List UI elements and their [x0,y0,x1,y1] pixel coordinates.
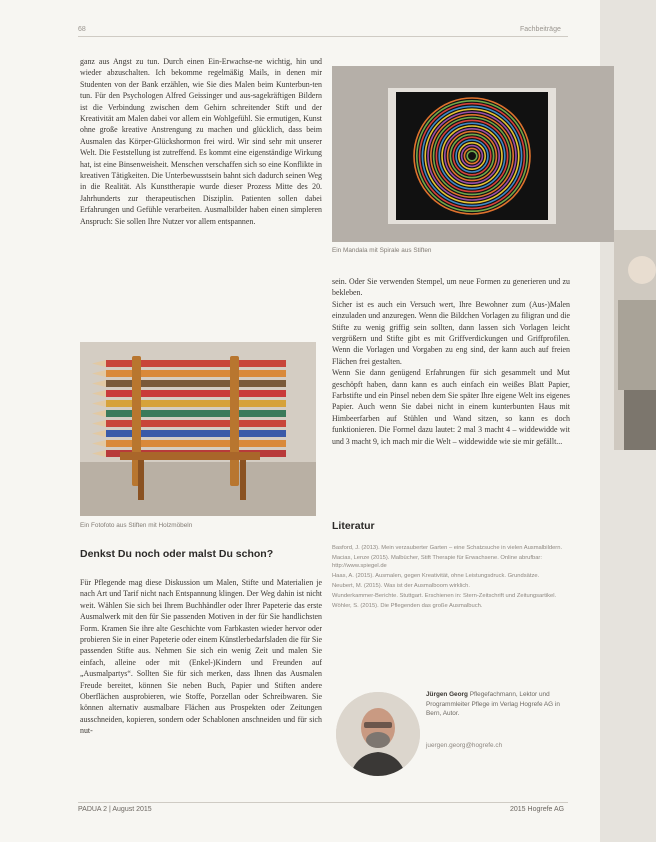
body-paragraph: Wenn Sie dann genügend Erfahrungen für sich gesammelt und Mut geschöpft haben, dann kann es auch einfach ein weißes Blatt Papier, Farbstifte und ein Pinsel neben dem Sie später Ihre eigene Welt ins eigenes Papier. Auch wenn Sie dabei nicht in einem kunterbunten Haus mit Himbeerfarben auf Stühlen und Wand sitzen, so kann es doch funktionieren. Die Formel dazu lautet: 2 mal 3 macht 4 – widdewidde wit und 3 macht 9, ich mach mir die Welt – widdewidde wie sie mir gefällt... [332,368,570,446]
footer-publisher: 2015 Hogrefe AG [510,806,565,813]
section-heading: Denkst Du noch oder malst Du schon? [80,548,274,560]
author-bio [426,690,576,719]
literature-entry: Haas, A. (2015). Ausmalen, gegen Kreativität, ohne Leistungsdruck. Grundsätze. [332,573,540,579]
pencil-bench-photo [80,342,316,516]
author-email: juergen.georg@hogrefe.ch [426,742,503,749]
page-number-top: 68 [78,26,86,33]
literature-list [332,544,570,612]
body-text-column-1-bottom [80,577,322,737]
spiral-mandala-photo [332,66,614,242]
bottom-rule [78,802,568,803]
section-label: Fachbeiträge [520,26,561,33]
author-name: Jürgen Georg [426,691,468,698]
literature-heading: Literatur [332,520,375,532]
body-paragraph: sein. Oder Sie verwenden Stempel, um neue Formen zu generieren und zu bekleben. [332,277,570,298]
literature-entry: Basford, J. (2013). Mein verzauberter Garten – eine Schatzsuche in vielen Ausmalbildern. [332,545,563,551]
literature-entry: Macias, Lenze (2015). Malbücher, Stift Therapie für Erwachsene. Online abrufbar: http://www.spiegel.de [332,555,542,569]
literature-entry: Wunderkammer-Berichte. Stuttgart. Erschienen in: Stern-Zeitschrift und Zeitungsartikel. [332,593,557,599]
top-rule [78,36,568,37]
pencil-photo-caption: Ein Fotofoto aus Stiften mit Holzmöbeln [80,522,193,529]
body-paragraph: Für Pflegende mag diese Diskussion um Malen, Stifte und Materialien je nach Art und Tarif nicht nach Entspannung klingen. Der Weg dahin ist nicht weit. Wählen Sie sich bei Ihrem Buchhändler oder Ihrer Papeterie das erste Ausmalwerk mit den für Sie passenden Motiven in der für Sie handlichsten Form. Kramen Sie ihre alte Geschichte vom Farbkasten wieder hervor oder probieren Sie in einer Papeterie oder einem Künstlerbedarfsladen die für Sie passenden Stifte aus. Nehmen Sie sich ein wenig Zeit und malen Sie einfach, alleine oder mit (Enkel-)Kindern und Freunden auf „Ausmalpartys“. Sollten Sie für sich merken, dass Ihnen das Ausmalen Freude bereitet, können Sie neben Buch, Papier und Stiften andere Oberflächen ausprobieren, wie Stoffe, Porzellan oder Schreibwaren. Sie können alternativ ausmalbare Flächen aus Prospekten oder Zeitungen ausschneiden, kopieren, sondern oder Schablonen anschneiden und für sich nut- [80,578,322,736]
author-description: Pflegefachmann, Lektor und Programmleiter Pflege im Verlag Hogrefe AG in Bern, Autor. [426,691,560,717]
spiral-photo-caption: Ein Mandala mit Spirale aus Stiften [332,247,432,254]
author-portrait [336,692,420,776]
body-text-column-2 [332,276,570,447]
body-paragraph: ganz aus Angst zu tun. Durch einen Ein-Erwachse-ne wichtig, hin und wieder abzuschalten. Ich bekomme regelmäßig Mails, in denen mir Studenten von der Bank erzählen, wie Sie dies Malen beim Kunterbun-ten tun. Für den Psychologen Alfred Geissinger und aus-sagekräftigen Bildern ist die Verbindung zwischen dem Gehirn schreitender Stift und der Kreativität am Malen dabei vor allem ein Wohlgefühl. Sie ermutigen, Kunst ohne große kreative Anstrengung zu machen und glücklich, dass beim Ausmalen das Körper-Glückshormon frei wird. Wir sind sehr mit unserer Welt. Die Feststellung ist zutreffend. Es kommt eine eigenständige Wirkung hat, ist eine Binsenweisheit. Menschen verschaffen sich so eine Konflikte in kreativen Tätigkeiten. Die Unterbewusstsein bahnt sich dadurch seinen Weg in die Realität. Als Kunsttherapie wurde dieser Prozess Mitte des 20. Jahrhunderts zur therapeutischen Disziplin. Patienten sollen dabei Erfahrungen und Gefühle verarbeiten. Ausmalbilder haben einen simpleren Anspruch: Sie sollen Ihre Nutzer vor allem entspannen. [80,57,322,226]
adjacent-page-photo [614,230,656,450]
body-paragraph: Sicher ist es auch ein Versuch wert, Ihre Bewohner zum (Aus-)Malen einzuladen und anzuregen. Wenn die Bildchen Vorlagen zu filigran und die Stifte zu wenig griffig sein sollten, dann lassen sich Vorlagen leicht vergrößern und Stifte gibt es mit Griffverdickungen und Griffprofilen. Wenn die Vorlagen und Vorgaben zu eng sind, der kann auch auf freien Flächen frei gestalten. [332,299,570,366]
literature-entry: Wöhler, S. (2015). Die Pflegenden das große Ausmalbuch. [332,603,483,609]
footer-issue: PADUA 2 | August 2015 [78,806,152,813]
literature-entry: Neubert, M. (2015). Was ist der Ausmalboom wirklich. [332,583,470,589]
body-text-column-1-top [80,56,322,227]
